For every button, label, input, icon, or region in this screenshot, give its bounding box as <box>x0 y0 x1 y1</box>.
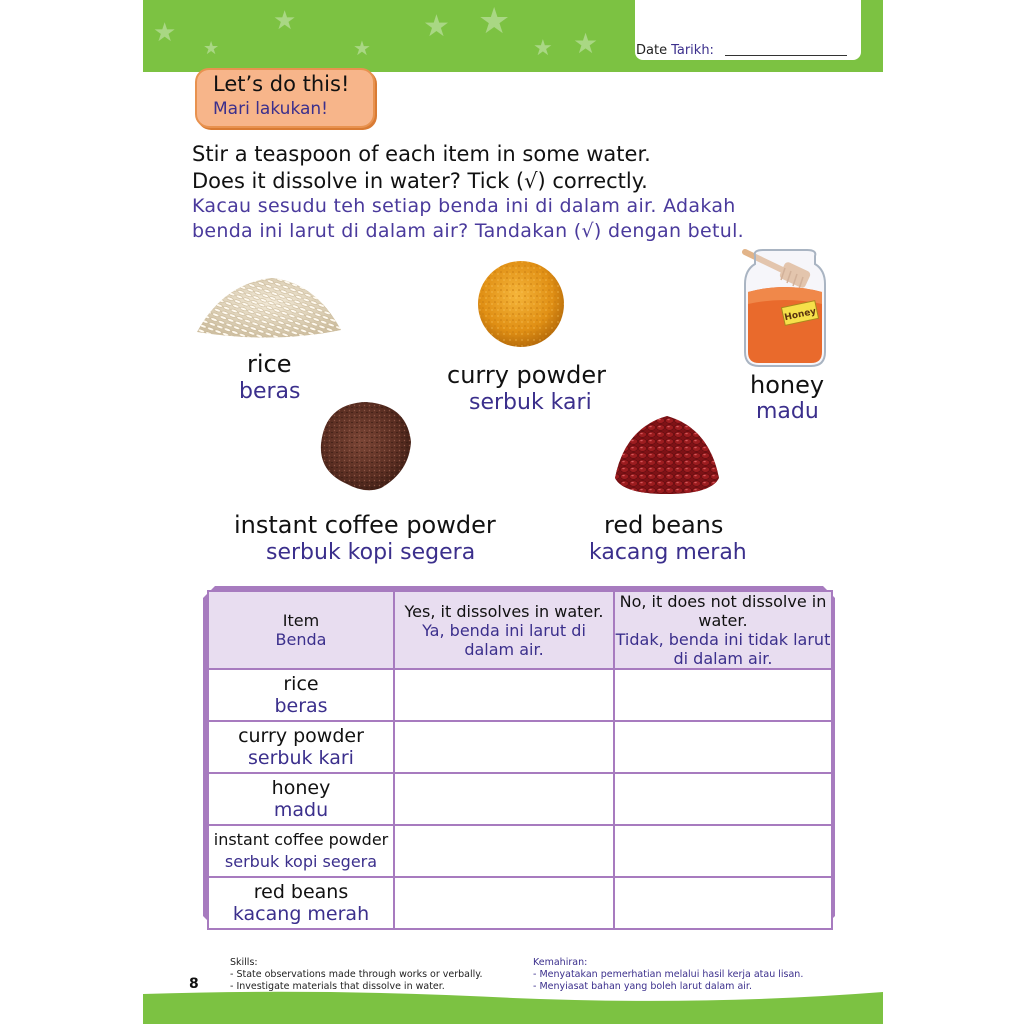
row-item-en: curry powder <box>238 725 364 747</box>
bottom-banner <box>143 990 883 1024</box>
worksheet-page <box>143 0 883 1024</box>
kemahiran-item: - Menyatakan pemerhatian melalui hasil kerja atau lisan. <box>533 969 804 980</box>
row-item-cell <box>208 721 394 773</box>
rice-image <box>193 272 345 344</box>
dissolve-table <box>207 590 833 930</box>
item-label-honey: honey <box>750 371 825 399</box>
row-item-ms: kacang merah <box>232 903 370 925</box>
table-row <box>208 877 832 929</box>
row-item-en: honey <box>271 777 331 799</box>
header-no <box>614 591 832 669</box>
tick-cell-yes[interactable] <box>394 877 614 929</box>
row-item-ms: madu <box>273 799 329 821</box>
header-yes-ms: Ya, benda ini larut di dalam air. <box>422 620 586 659</box>
item-label-coffee: instant coffee powder <box>234 511 496 539</box>
table-row <box>208 721 832 773</box>
item-label-curry-powder: curry powder <box>447 361 606 389</box>
tick-cell-yes[interactable] <box>394 721 614 773</box>
date-label <box>636 43 714 58</box>
instruction-en-line2: Does it dissolve in water? Tick (√) correctly. <box>192 169 648 193</box>
header-item-ms: Benda <box>275 630 327 649</box>
tick-cell-yes[interactable] <box>394 669 614 721</box>
tick-cell-yes[interactable] <box>394 825 614 877</box>
tick-cell-yes[interactable] <box>394 773 614 825</box>
header-item-en: Item <box>282 611 320 630</box>
instruction-ms-line1: Kacau sesudu teh setiap benda ini di dalam air. Adakah <box>192 195 736 217</box>
page-number: 8 <box>189 976 199 992</box>
skills-ms <box>533 957 803 993</box>
row-item-ms: serbuk kopi segera <box>224 852 378 871</box>
star-icon: ★ <box>153 18 177 48</box>
star-icon: ★ <box>533 36 553 61</box>
row-item-cell <box>208 773 394 825</box>
row-item-en: instant coffee powder <box>213 830 389 849</box>
row-item-cell <box>208 669 394 721</box>
table-row <box>208 773 832 825</box>
tick-cell-no[interactable] <box>614 773 832 825</box>
header-yes <box>394 591 614 669</box>
header-no-en: No, it does not dissolve in water. <box>619 592 827 630</box>
tick-cell-no[interactable] <box>614 825 832 877</box>
instruction-en-line1: Stir a teaspoon of each item in some water. <box>192 142 651 166</box>
skills-title: Skills: <box>230 957 258 968</box>
row-item-en: rice <box>283 673 319 695</box>
skills-en <box>230 957 483 993</box>
item-label-honey-ms: madu <box>756 399 819 424</box>
tick-cell-no[interactable] <box>614 669 832 721</box>
kemahiran-title: Kemahiran: <box>533 957 588 968</box>
row-item-ms: serbuk kari <box>248 747 354 769</box>
star-icon: ★ <box>478 1 511 42</box>
honey-label-text: Honey <box>783 306 818 324</box>
header-item <box>208 591 394 669</box>
instruction-ms-line2: benda ini larut di dalam air? Tandakan (√) dengan betul. <box>192 220 744 242</box>
curry-powder-image <box>475 258 567 350</box>
tick-cell-no[interactable] <box>614 877 832 929</box>
coffee-powder-image <box>313 394 417 494</box>
date-field[interactable] <box>725 55 847 56</box>
row-item-en: red beans <box>253 881 349 903</box>
row-item-cell <box>208 825 394 877</box>
table-row <box>208 825 832 877</box>
row-item-ms: beras <box>274 695 328 717</box>
skills-item: - Investigate materials that dissolve in water. <box>230 981 445 992</box>
badge-title-en: Let’s do this! <box>213 72 350 96</box>
item-label-rice: rice <box>247 350 292 378</box>
badge-title-ms: Mari lakukan! <box>213 99 328 119</box>
star-icon: ★ <box>203 38 220 59</box>
skills-item: - State observations made through works or verbally. <box>230 969 483 980</box>
table-header-row <box>208 591 832 669</box>
star-icon: ★ <box>423 9 450 44</box>
item-label-red-beans: red beans <box>604 511 724 539</box>
item-label-curry-powder-ms: serbuk kari <box>469 390 592 415</box>
table-row <box>208 669 832 721</box>
honey-jar-image <box>733 244 833 369</box>
kemahiran-item: - Menyiasat bahan yang boleh larut dalam air. <box>533 981 752 992</box>
date-label-ms: Tarikh: <box>671 43 714 58</box>
row-item-cell <box>208 877 394 929</box>
star-icon: ★ <box>353 36 371 60</box>
header-yes-en: Yes, it dissolves in water. <box>404 601 604 621</box>
item-label-coffee-ms: serbuk kopi segera <box>266 540 476 565</box>
star-icon: ★ <box>573 27 599 60</box>
date-label-en: Date <box>636 43 668 58</box>
item-label-rice-ms: beras <box>239 379 301 404</box>
item-label-red-beans-ms: kacang merah <box>589 540 747 565</box>
header-no-ms: Tidak, benda ini tidak larut di dalam air. <box>615 630 831 668</box>
red-beans-image <box>611 410 723 496</box>
star-icon: ★ <box>273 6 297 36</box>
tick-cell-no[interactable] <box>614 721 832 773</box>
